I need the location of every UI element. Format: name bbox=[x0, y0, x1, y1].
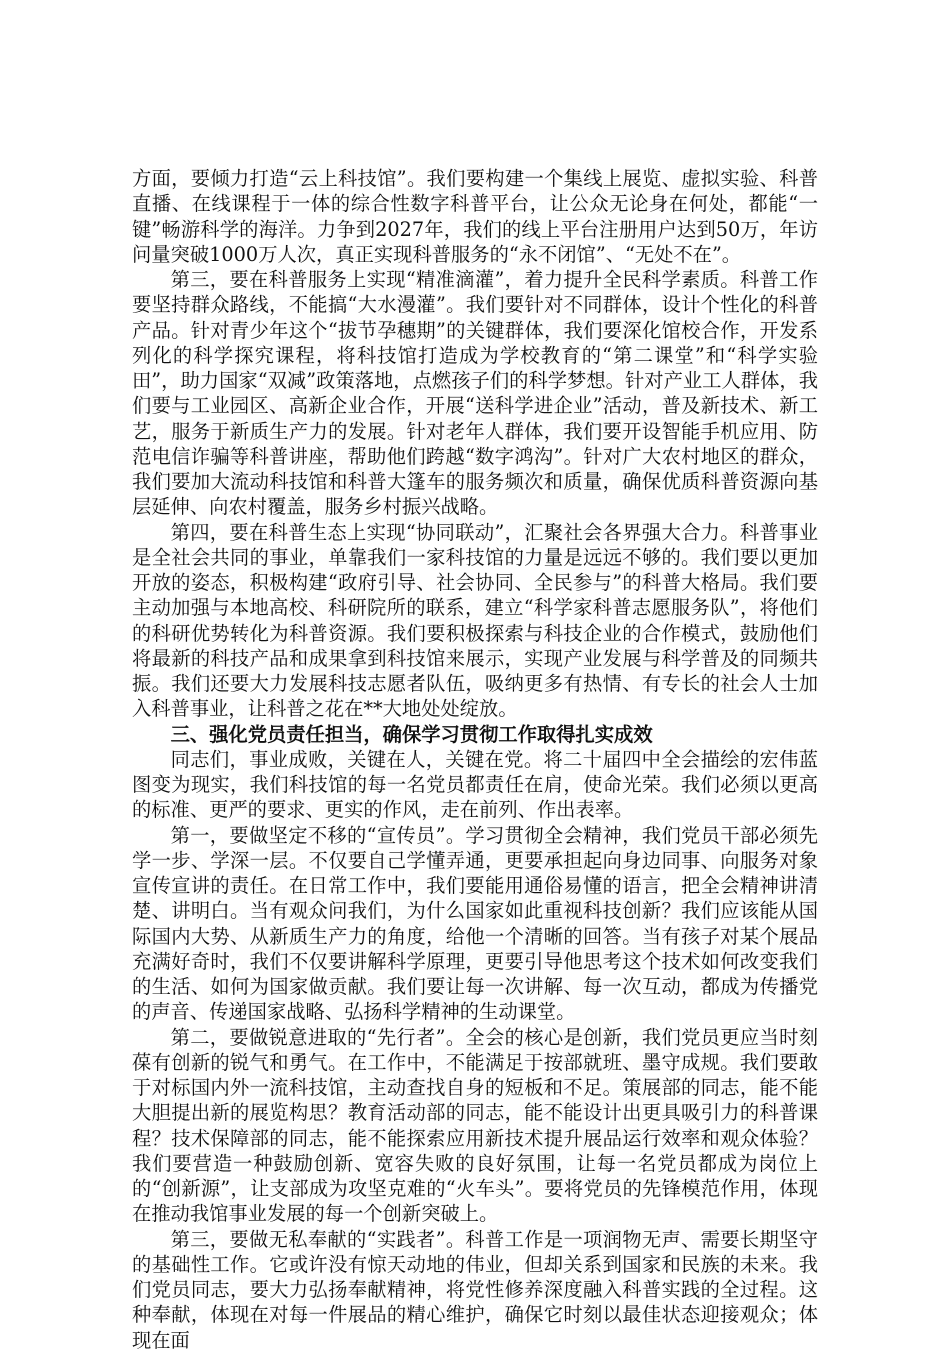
paragraph-continuation: 方面，要倾力打造“云上科技馆”。我们要构建一个集线上展览、虚拟实验、科普直播、在线课程于一体的综合性数字科普平台，让公众无论身在何处，都能“一键”畅游科学的海洋。力争到2027年，我们的线上平台注册用户达到50万，年访问量突破1000万人次，真正实现科普服务的“永不闭馆”、“无处不在”。 bbox=[132, 167, 818, 266]
document-page bbox=[132, 166, 818, 1353]
section-heading-three: 三、强化党员责任担当，确保学习贯彻工作取得扎实成效 bbox=[170, 722, 653, 746]
paragraph-section-intro: 同志们，事业成败，关键在人，关键在党。将二十届四中全会描绘的宏伟蓝图变为现实，我们科技馆的每一名党员都责任在肩，使命光荣。我们必须以更高的标准、更严的要求、更实的作风，走在前列、作出表率。 bbox=[132, 747, 818, 822]
paragraph-second-pioneer: 第二，要做锐意进取的“先行者”。全会的核心是创新，我们党员更应当时刻葆有创新的锐气和勇气。在工作中，不能满足于按部就班、墨守成规。我们要敢于对标国内外一流科技馆，主动查找自身的短板和不足。策展部的同志，能不能大胆提出新的展览构思？教育活动部的同志，能不能设计出更具吸引力的科普课程？技术保障部的同志，能不能探索应用新技术提升展品运行效率和观众体验？我们要营造一种鼓励创新、宽容失败的良好氛围，让每一名党员都成为岗位上的“创新源”，让支部成为攻坚克难的“火车头”。要将党员的先锋模范作用，体现在推动我馆事业发展的每一个创新突破上。 bbox=[132, 1025, 818, 1226]
paragraph-fourth-point-synergy: 第四，要在科普生态上实现“协同联动”，汇聚社会各界强大合力。科普事业是全社会共同的事业，单靠我们一家科技馆的力量是远远不够的。我们要以更加开放的姿态，积极构建“政府引导、社会协同、全民参与”的科普大格局。我们要主动加强与本地高校、科研院所的联系，建立“科学家科普志愿服务队”，将他们的科研优势转化为科普资源。我们要积极探索与科技企业的合作模式，鼓励他们将最新的科技产品和成果拿到科技馆来展示，实现产业发展与科学普及的同频共振。我们还要大力发展科技志愿者队伍，吸纳更多有热情、有专长的社会人士加入科普事业，让科普之花在**大地处处绽放。 bbox=[132, 520, 818, 721]
paragraph-third-point-precision: 第三，要在科普服务上实现“精准滴灌”，着力提升全民科学素质。科普工作要坚持群众路线，不能搞“大水漫灌”。我们要针对不同群体，设计个性化的科普产品。针对青少年这个“拔节孕穗期”的关键群体，我们要深化馆校合作，开发系列化的科学探究课程，将科技馆打造成为学校教育的“第二课堂”和“科学实验田”，助力国家“双减”政策落地，点燃孩子们的科学梦想。针对产业工人群体，我们要与工业园区、高新企业合作，开展“送科学进企业”活动，普及新技术、新工艺，服务于新质生产力的发展。针对老年人群体，我们要开设智能手机应用、防范电信诈骗等科普讲座，帮助他们跨越“数字鸿沟”。针对广大农村地区的群众，我们要加大流动科技馆和科普大篷车的服务频次和质量，确保优质科普资源向基层延伸、向农村覆盖，服务乡村振兴战略。 bbox=[132, 268, 818, 519]
paragraph-first-propagandist: 第一，要做坚定不移的“宣传员”。学习贯彻全会精神，我们党员干部必须先学一步、学深一层。不仅要自己学懂弄通，更要承担起向身边同事、向服务对象宣传宣讲的责任。在日常工作中，我们要能用通俗易懂的语言，把全会精神讲清楚、讲明白。当有观众问我们，为什么国家如此重视科技创新？我们应该能从国际国内大势、从新质生产力的角度，给他一个清晰的回答。当有孩子对某个展品充满好奇时，我们不仅要讲解科学原理，更要引导他思考这个技术如何改变我们的生活、如何为国家做贡献。我们要让每一次讲解、每一次互动，都成为传播党的声音、传递国家战略、弘扬科学精神的生动课堂。 bbox=[132, 823, 818, 1024]
paragraph-third-practitioner: 第三，要做无私奉献的“实践者”。科普工作是一项润物无声、需要长期坚守的基础性工作。它或许没有惊天动地的伟业，但却关系到国家和民族的未来。我们党员同志，要大力弘扬奉献精神，将党性修养深度融入科普实践的全过程。这种奉献，体现在对每一件展品的精心维护，确保它时刻以最佳状态迎接观众；体现在面 bbox=[132, 1227, 818, 1352]
